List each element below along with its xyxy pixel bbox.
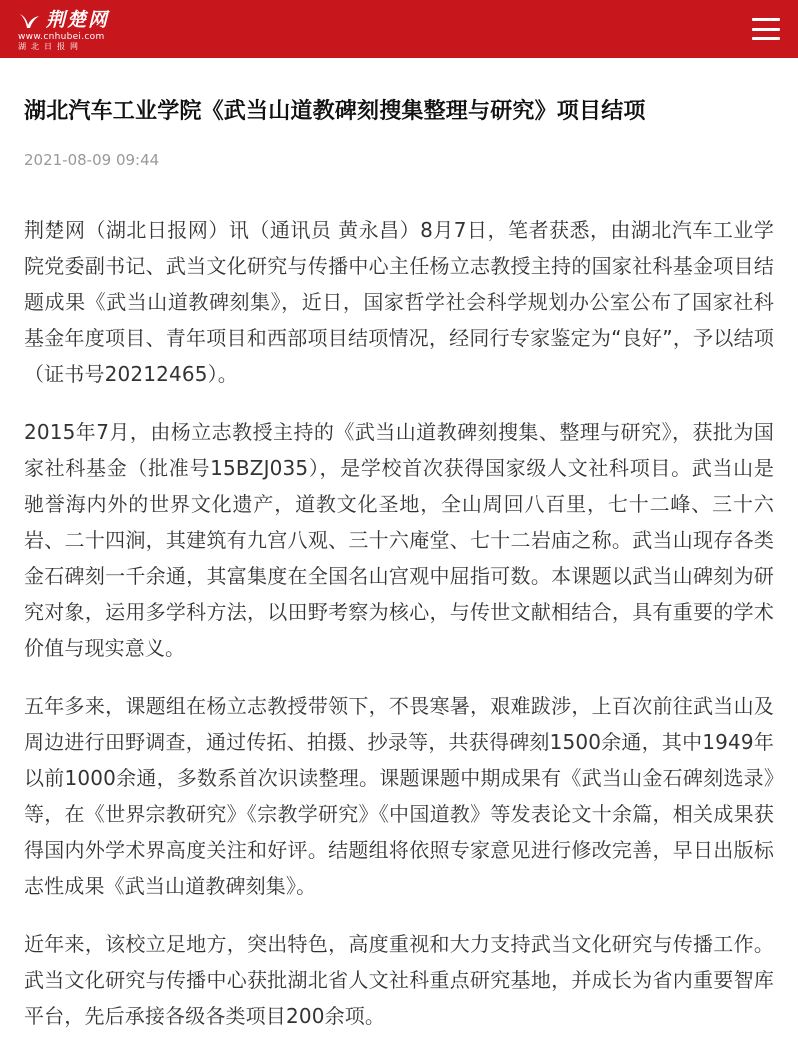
hamburger-menu-icon[interactable] [752, 18, 780, 40]
menu-bar [752, 37, 780, 40]
article-body [24, 212, 774, 1034]
menu-bar [752, 18, 780, 21]
article-paragraph: 2015年7月，由杨立志教授主持的《武当山道教碑刻搜集、整理与研究》，获批为国家社科基金（批准号15BZJ035），是学校首次获得国家级人文社科项目。武当山是驰誉海内外的世界文化遗产，道教文化圣地，全山周回八百里，七十二峰、三十六岩、二十四涧，其建筑有九宫八观、三十六庵堂、七十二岩庙之称。武当山现存各类金石碑刻一千余通，其富集度在全国名山宫观中屈指可数。本课题以武当山碑刻为研究对象，运用多学科方法，以田野考察为核心，与传世文献相结合，具有重要的学术价值与现实意义。 [24, 420, 774, 660]
menu-bar [752, 28, 780, 31]
article-date: 2021-08-09 09:44 [24, 151, 160, 169]
article-paragraph: 近年来，该校立足地方，突出特色，高度重视和大力支持武当文化研究与传播工作。武当文化研究与传播中心获批湖北省人文社科重点研究基地，并成长为省内重要智库平台，先后承接各级各类项目200余项。 [24, 932, 774, 1028]
article [0, 96, 798, 1034]
article-paragraph: 荆楚网（湖北日报网）讯（通讯员 黄永昌）8月7日，笔者获悉，由湖北汽车工业学院党委副书记、武当文化研究与传播中心主任杨立志教授主持的国家社科基金项目结题成果《武当山道教碑刻集》，近日，国家哲学社会科学规划办公室公布了国家社科基金年度项目、青年项目和西部项目结项情况，经同行专家鉴定为“良好”，予以结项（证书号20212465）。 [24, 218, 774, 386]
site-header [0, 0, 798, 58]
logo-top [18, 9, 109, 31]
article-title: 湖北汽车工业学院《武当山道教碑刻搜集整理与研究》项目结项 [24, 99, 646, 124]
article-paragraph: 五年多来，课题组在杨立志教授带领下，不畏寒暑，艰难跋涉，上百次前往武当山及周边进行田野调查，通过传拓、拍摄、抄录等，共获得碑刻1500余通，其中1949年以前1000余通，多数系首次识读整理。课题课题中期成果有《武当山金石碑刻选录》等，在《世界宗教研究》《宗教学研究》《中国道教》等发表论文十余篇，相关成果获得国内外学术界高度关注和好评。结题组将依照专家意见进行修改完善，早日出版标志性成果《武当山道教碑刻集》。 [24, 694, 774, 898]
logo-subtitle: 湖北日报网 [18, 41, 83, 51]
site-logo[interactable] [18, 0, 109, 58]
bird-logo-icon [18, 10, 40, 30]
logo-name: 荆楚网 [46, 8, 110, 31]
logo-url: www.cnhubei.com [18, 31, 105, 42]
